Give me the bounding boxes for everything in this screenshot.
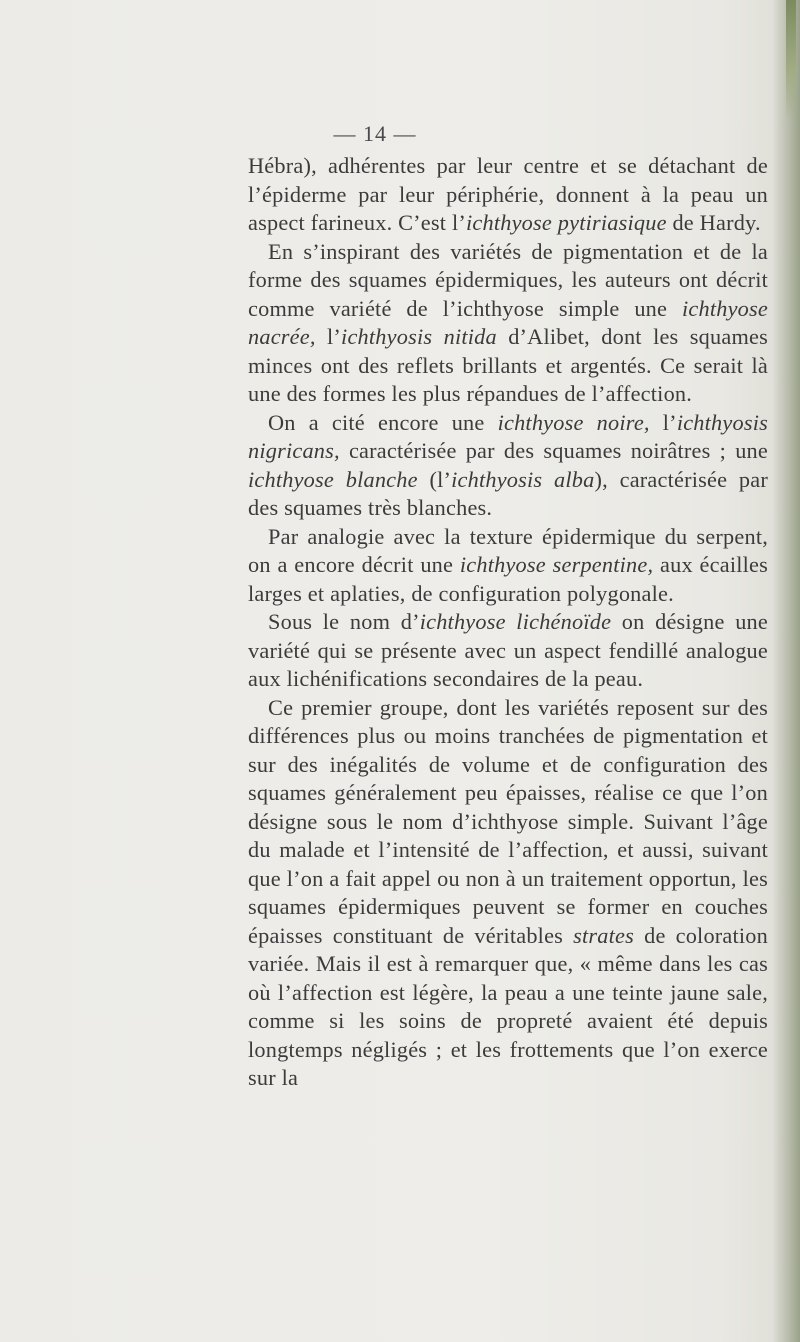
italic-term: ichthyose blanche <box>248 466 418 492</box>
italic-term: ichthyose nacrée, <box>248 295 768 349</box>
text-run: l’ <box>649 409 677 435</box>
italic-term: ichthyosis nitida <box>341 324 497 349</box>
paragraph <box>248 238 768 409</box>
text-run: de coloration variée. Mais il est à remarquer que, « même dans les cas où l’affection est légère, la peau a une teinte jaune sale, comme si les soins de propreté avaient été depuis longtemps négligés ; et les frottements que l’on exerce sur la <box>248 922 769 1090</box>
italic-term: ichthyose noire, <box>497 409 650 435</box>
italic-term: ichthyosis alba <box>451 466 595 492</box>
page-number: — 14 — <box>333 121 417 146</box>
text-run: Par analogie avec la texture épidermique du serpent, on a encore décrit une <box>248 523 768 577</box>
text-run: l’ <box>315 324 342 349</box>
paragraph <box>248 694 768 1093</box>
text-run: Ce premier groupe, dont les variétés reposent sur des différences plus ou moins tranchées de pigmentation et sur des inégalités de volume et de configuration des squames généralement peu épaisses, réalise ce que l’on désigne sous le nom d’ichthyose simple. Suivant l’âge du malade et l’intensité de l’affection, et aussi, suivant que l’on a fait appel ou non à un traitement opportun, les squames épidermiques peuvent se former en couches épaisses constituant de véritables <box>248 694 768 948</box>
italic-term: strates <box>573 922 635 948</box>
text-run: Hébra), adhérentes par leur centre et se détachant de l’épiderme par leur périphérie, donnent à la peau un aspect farineux. C’est l’ <box>248 153 768 235</box>
text-run: aux écailles larges et aplaties, de configuration polygonale. <box>248 552 768 606</box>
text-run: de Hardy. <box>666 210 761 235</box>
page-edge-shadow <box>772 0 800 1342</box>
text-run: d’Alibet, dont les squames minces ont des reflets brillants et argentés. Ce serait là une des formes les plus répandues de l’affection. <box>248 324 768 406</box>
italic-term: ichthyose lichénoïde <box>419 609 612 634</box>
text-run: On a cité encore une <box>268 409 498 435</box>
text-run: on désigne une variété qui se présente avec un aspect fendillé analogue aux lichénifications secondaires de la peau. <box>248 609 769 691</box>
italic-term: ichthyosis nigricans, <box>248 409 768 463</box>
text-run: caractérisée par des squames noirâtres ; une <box>339 438 768 463</box>
text-run: En s’inspirant des variétés de pigmentation et de la forme des squames épidermiques, les auteurs ont décrit comme variété de l’ichthyose simple une <box>248 238 768 321</box>
italic-term: ichthyose pytiriasique <box>465 210 667 235</box>
paragraph <box>248 409 768 523</box>
text-run: (l’ <box>417 466 452 492</box>
paragraph <box>248 608 768 694</box>
paragraph <box>248 523 768 609</box>
italic-term: ichthyose serpentine, <box>459 552 654 577</box>
paragraph <box>248 152 768 238</box>
body-text <box>248 152 768 1093</box>
text-run: ), caractérisée par des squames très blanches. <box>248 466 768 520</box>
text-run: Sous le nom d’ <box>268 609 420 634</box>
